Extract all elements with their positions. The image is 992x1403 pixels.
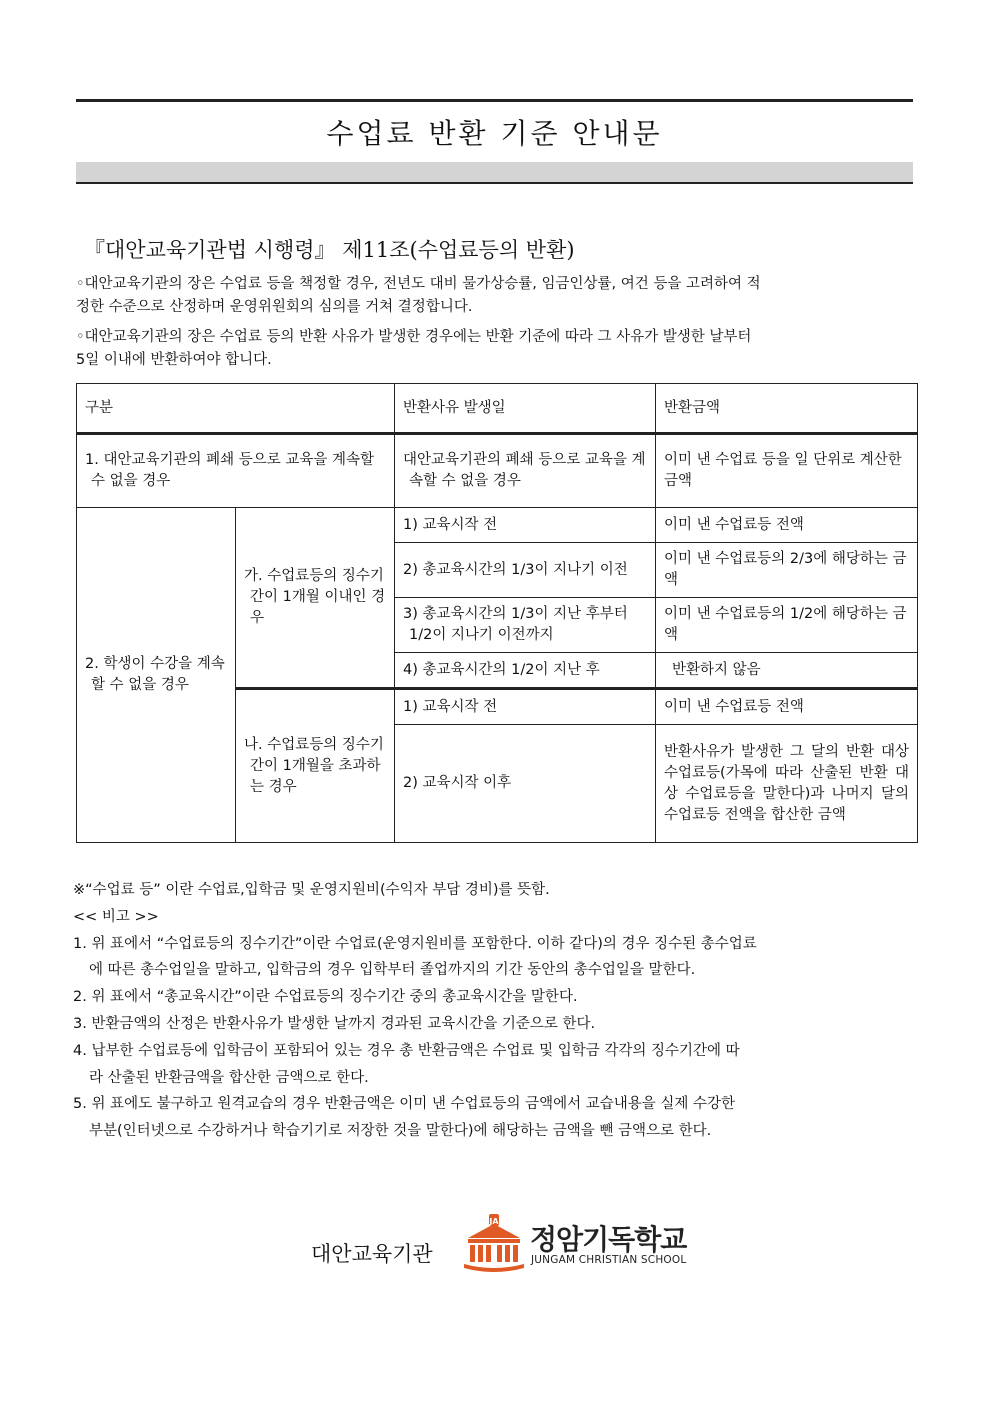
sub-b-amount: 반환사유가 발생한 그 달의 반환 대상 수업료등(가목에 따라 산출된 반환 대상 수업료등을 말한다)과 나머지 달의 수업료등 전액을 합산한 금액: [656, 725, 918, 843]
sub-a-amount: 이미 낸 수업료등의 1/2에 해당하는 금액: [656, 598, 918, 653]
table-row: [77, 434, 918, 508]
row2-category: 2. 학생이 수강을 계속할 수 없을 경우: [77, 508, 236, 843]
logo-badge-text: JA: [489, 1217, 499, 1226]
paragraph-line: 정한 수준으로 산정하며 운영위원회의 심의를 거쳐 결정합니다.: [76, 299, 473, 315]
notes-section: [73, 877, 923, 1145]
page-title: 수업료 반환 기준 안내문: [326, 117, 663, 150]
paragraph-line: 5일 이내에 반환하여야 합니다.: [76, 352, 272, 368]
sub-a-amount: 이미 낸 수업료등 전액: [656, 508, 918, 543]
sub-a-amount: 반환하지 않음: [656, 653, 918, 689]
school-name: 정암기독학교: [530, 1223, 687, 1256]
remark-item-cont: 라 산출된 반환금액을 합산한 금액으로 한다.: [89, 1069, 369, 1086]
refund-criteria-table: [76, 383, 918, 843]
sub-b-occurrence: 1) 교육시작 전: [395, 689, 656, 725]
institution-label: 대안교육기관: [311, 1242, 433, 1266]
header-bottom-rule: [76, 182, 913, 184]
remark-item: 5. 위 표에도 불구하고 원격교습의 경우 반환금액은 이미 낸 수업료등의 금액에서 교습내용을 실제 수강한: [73, 1096, 736, 1113]
school-logo: [462, 1214, 692, 1274]
header-category: 구분: [77, 384, 395, 434]
school-english-name: JUNGAM CHRISTIAN SCHOOL: [531, 1254, 687, 1266]
table-row: [77, 508, 918, 543]
paragraph-line: ◦대안교육기관의 장은 수업료 등을 책정할 경우, 전년도 대비 물가상승률, 임금인상률, 여건 등을 고려하여 적: [76, 276, 761, 292]
header-amount: 반환금액: [656, 384, 918, 434]
law-paragraph-1: [76, 273, 918, 319]
header-occurrence: 반환사유 발생일: [395, 384, 656, 434]
church-logo-icon: [462, 1214, 526, 1272]
header-top-rule: [76, 99, 913, 102]
row2-sub-a-label: 가. 수업료등의 징수기간이 1개월 이내인 경우: [236, 508, 395, 689]
sub-a-occurrence: 1) 교육시작 전: [395, 508, 656, 543]
law-title: 『대안교육기관법 시행령』 제11조(수업료등의 반환): [84, 238, 575, 262]
remark-item-cont: 부분(인터넷으로 수강하거나 학습기기로 저장한 것을 말한다)에 해당하는 금액을 뺀 금액으로 한다.: [89, 1123, 712, 1140]
sub-a-occurrence: 3) 총교육시간의 1/3이 지난 후부터 1/2이 지나기 이전까지: [395, 598, 656, 653]
remark-heading: << 비고 >>: [73, 908, 159, 925]
sub-a-amount: 이미 낸 수업료등의 2/3에 해당하는 금액: [656, 543, 918, 598]
remark-item-cont: 에 따른 총수업일을 말하고, 입학금의 경우 입학부터 졸업까지의 기간 동안의 총수업일을 말한다.: [89, 962, 696, 979]
row2-sub-b-label: 나. 수업료등의 징수기간이 1개월을 초과하는 경우: [236, 689, 395, 843]
header-gray-band: [76, 162, 913, 182]
footnote: ※“수업료 등” 이란 수업료,입학금 및 운영지원비(수익자 부담 경비)를 뜻함.: [73, 882, 550, 898]
sub-a-occurrence: 2) 총교육시간의 1/3이 지나기 이전: [395, 543, 656, 598]
table-header-row: [77, 384, 918, 434]
remark-item: 4. 납부한 수업료등에 입학금이 포함되어 있는 경우 총 반환금액은 수업료 및 입학금 각각의 징수기간에 따: [73, 1042, 740, 1059]
remark-item: 2. 위 표에서 “총교육시간”이란 수업료등의 징수기간 중의 총교육시간을 말한다.: [73, 989, 578, 1006]
row1-category: 1. 대안교육기관의 폐쇄 등으로 교육을 계속할 수 없을 경우: [77, 434, 395, 508]
remark-item: 3. 반환금액의 산정은 반환사유가 발생한 날까지 경과된 교육시간을 기준으로 한다.: [73, 1015, 596, 1032]
sub-a-occurrence: 4) 총교육시간의 1/2이 지난 후: [395, 653, 656, 689]
paragraph-line: ◦대안교육기관의 장은 수업료 등의 반환 사유가 발생한 경우에는 반환 기준에 따라 그 사유가 발생한 날부터: [76, 329, 752, 345]
row1-amount: 이미 낸 수업료 등을 일 단위로 계산한 금액: [656, 434, 918, 508]
law-paragraph-2: [76, 326, 918, 372]
sub-b-amount: 이미 낸 수업료등 전액: [656, 689, 918, 725]
row1-occurrence: 대안교육기관의 폐쇄 등으로 교육을 계속할 수 없을 경우: [395, 434, 656, 508]
sub-b-occurrence: 2) 교육시작 이후: [395, 725, 656, 843]
remark-item: 1. 위 표에서 “수업료등의 징수기간”이란 수업료(운영지원비를 포함한다. 이하 같다)의 경우 징수된 총수업료: [73, 935, 757, 952]
